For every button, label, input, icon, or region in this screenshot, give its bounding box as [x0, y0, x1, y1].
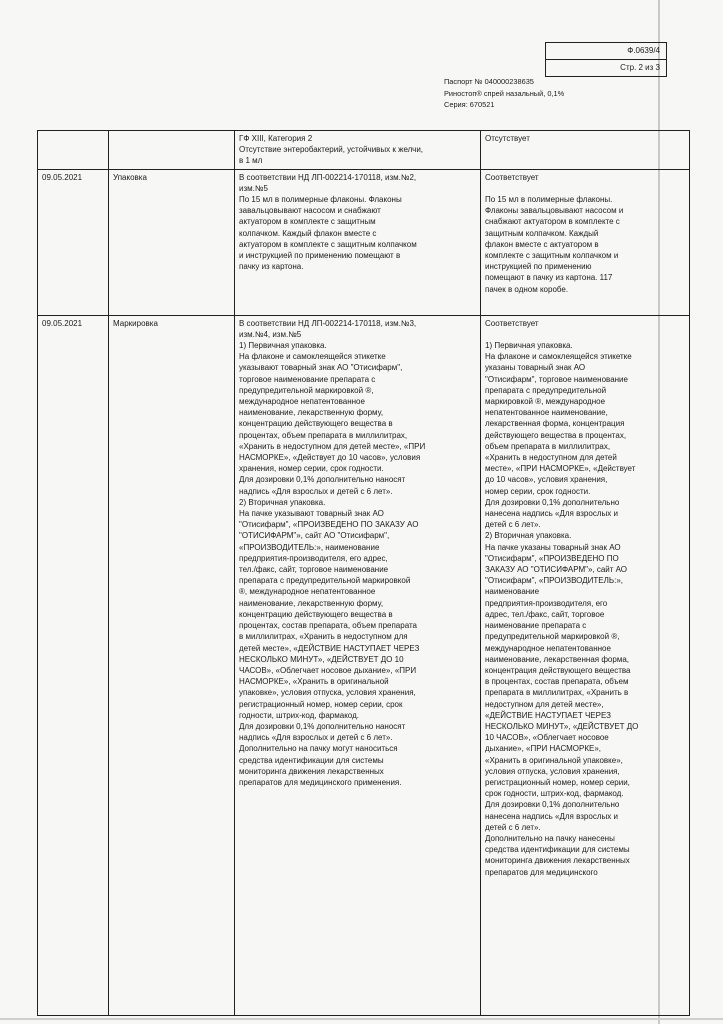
table-row	[38, 131, 690, 170]
passport-number: Паспорт № 040000238635	[444, 77, 534, 86]
requirement-cell: В соответствии НД ЛП-002214-170118, изм.№2, изм.№5 По 15 мл в полимерные флаконы. Флаконы завальцовывают насосом и снабжают актуатором в комплекте с защитным колпачком. Каждый флакон вместе с актуатором в комплекте с защитным колпачком и инструкцией по применению помещают в пачку из картона.	[235, 169, 481, 315]
result-cell: Соответствует По 15 мл в полимерные флаконы. Флаконы завальцовывают насосом и снабжают актуатором в комплекте с защитным колпачком. Каждый флакон вместе с актуатором в комплекте с защитным колпачком и инструкцией по применению помещают в пачку из картона. 117 пачек в одном коробе.	[481, 169, 690, 315]
result-cell: Соответствует 1) Первичная упаковка. На флаконе и самоклеящейся этикетке указаны товарный знак АО "Отисифарм", торговое наименование препарата с предупредительной маркировкой ®, международное непатентованное наименование, лекарственная форма, концентрация действующего вещества в процентах, объем препарата в миллилитрах, «Хранить в недоступном для детей месте», «ПРИ НАСМОРКЕ», «Действует до 10 часов», условия хранения, номер серии, срок годности. Для дозировки 0,1% дополнительно нанесена надпись «Для взрослых и детей с 6 лет». 2) Вторичная упаковка. На пачке указаны товарный знак АО "Отисифарм", «ПРОИЗВЕДЕНО ПО ЗАКАЗУ АО "ОТИСИФАРМ"», сайт АО "Отисифарм", «ПРОИЗВОДИТЕЛЬ:», наименование предприятия-производителя, его адрес, тел./факс, сайт, торговое наименование препарата с предупредительной маркировкой ®, международное непатентованное наименование, лекарственная форма, концентрация действующего вещества в процентах, состав препарата, объем препарата в миллилитрах, «Хранить в недоступном для детей месте», «ДЕЙСТВИЕ НАСТУПАЕТ ЧЕРЕЗ НЕСКОЛЬКО МИНУТ», «ДЕЙСТВУЕТ ДО 10 ЧАСОВ», «Облегчает носовое дыхание», «ПРИ НАСМОРКЕ», «Хранить в оригинальной упаковке», условия отпуска, условия хранения, регистрационный номер, номер серии, срок годности, штрих-код, фармакод. Для дозировки 0,1% дополнительно нанесена надпись «Для взрослых и детей с 6 лет». Дополнительно на пачку нанесены средства идентификации для системы мониторинга движения лекарственных препаратов для медицинского	[481, 315, 690, 1015]
product-name: Риностоп® спрей назальный, 0,1%	[444, 88, 565, 98]
series-number: Серия: 670521	[444, 100, 495, 109]
date-cell: 09.05.2021	[38, 169, 109, 315]
result-cell: Отсутствует	[481, 131, 690, 170]
date-cell: 09.05.2021	[38, 315, 109, 1015]
indicator-cell: Упаковка	[109, 169, 235, 315]
table-row	[38, 169, 690, 315]
indicator-cell	[109, 131, 235, 170]
date-cell	[38, 131, 109, 170]
quality-control-table	[37, 130, 690, 1016]
requirement-cell: ГФ XIII, Категория 2 Отсутствие энтеробактерий, устойчивых к желчи, в 1 мл	[235, 131, 481, 170]
form-code: Ф.0639/4	[627, 46, 660, 55]
indicator-cell: Маркировка	[109, 315, 235, 1015]
page-number: Стр. 2 из 3	[546, 59, 666, 76]
form-code-box	[545, 42, 667, 77]
passport-header	[444, 76, 564, 111]
scan-edge-bottom	[0, 1018, 723, 1020]
table-row	[38, 315, 690, 1015]
requirement-cell: В соответствии НД ЛП-002214-170118, изм.№3, изм.№4, изм.№5 1) Первичная упаковка. На флаконе и самоклеящейся этикетке указывают товарный знак АО "Отисифарм", торговое наименование препарата с предупредительной маркировкой ®, международное непатентованное наименование, лекарственную форму, концентрацию действующего вещества в процентах, объем препарата в миллилитрах, «Хранить в недоступном для детей месте», «ПРИ НАСМОРКЕ», «Действует до 10 часов», условия хранения, номер серии, срок годности. Для дозировки 0,1% дополнительно наносят надпись «Для взрослых и детей с 6 лет». 2) Вторичная упаковка. На пачке указывают товарный знак АО "Отисифарм", «ПРОИЗВЕДЕНО ПО ЗАКАЗУ АО "ОТИСИФАРМ"», сайт АО "Отисифарм", «ПРОИЗВОДИТЕЛЬ:», наименование предприятия-производителя, его адрес, тел./факс, сайт, торговое наименование препарата с предупредительной маркировкой ®, международное непатентованное наименование, лекарственную форму, концентрацию действующего вещества в процентах, состав препарата, объем препарата в миллилитрах, «Хранить в недоступном для детей месте», «ДЕЙСТВИЕ НАСТУПАЕТ ЧЕРЕЗ НЕСКОЛЬКО МИНУТ», «ДЕЙСТВУЕТ ДО 10 ЧАСОВ», «Облегчает носовое дыхание», «ПРИ НАСМОРКЕ», «Хранить в оригинальной упаковке», условия отпуска, условия хранения, регистрационный номер, номер серии, срок годности, штрих-код, фармакод. Для дозировки 0,1% дополнительно наносят надпись «Для взрослых и детей с 6 лет». Дополнительно на пачку могут наноситься средства идентификации для системы мониторинга движения лекарственных препаратов для медицинского применения.	[235, 315, 481, 1015]
